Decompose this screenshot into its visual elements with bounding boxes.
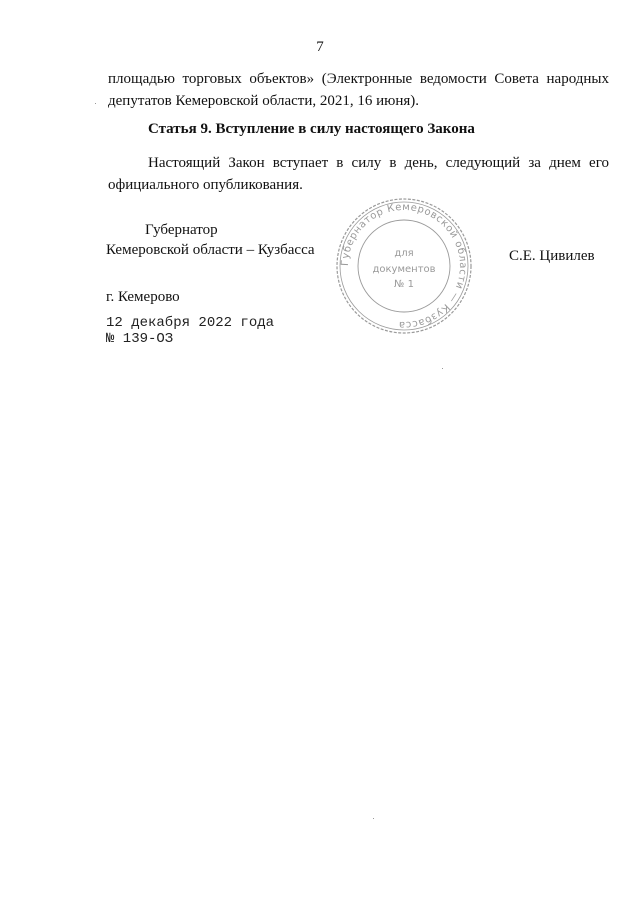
paragraph-line: депутатов Кемеровской области, 2021, 16 июня).	[108, 93, 420, 109]
signing-place: г. Кемерово	[106, 289, 180, 305]
stamp-ring-text: Губернатор Кемеровской области — Кузбасса	[339, 201, 469, 331]
official-seal-stamp	[334, 196, 474, 336]
law-number: № 139-ОЗ	[106, 331, 174, 347]
law-date: 12 декабря 2022 года	[106, 315, 275, 331]
scan-speck	[442, 368, 443, 369]
paragraph-line: официального опубликования.	[108, 177, 303, 193]
stamp-center-line: для	[394, 248, 414, 259]
continuation-paragraph	[108, 68, 609, 112]
stamp-center-line: документов	[372, 264, 436, 275]
paragraph-line: Настоящий Закон вступает в силу в день, следующий за днем его	[148, 155, 609, 171]
page-number: 7	[316, 39, 324, 55]
article-paragraph	[108, 152, 609, 196]
article-heading: Статья 9. Вступление в силу настоящего Закона	[148, 121, 475, 137]
stamp-center-line: № 1	[394, 279, 414, 290]
signatory-title: Губернатор	[145, 222, 218, 238]
scan-speck	[95, 103, 96, 104]
signatory-region: Кемеровской области – Кузбасса	[106, 242, 315, 258]
scan-speck	[373, 818, 374, 819]
paragraph-line: площадью торговых объектов» (Электронные ведомости Совета народных	[108, 71, 609, 87]
signatory-name: С.Е. Цивилев	[509, 248, 595, 264]
